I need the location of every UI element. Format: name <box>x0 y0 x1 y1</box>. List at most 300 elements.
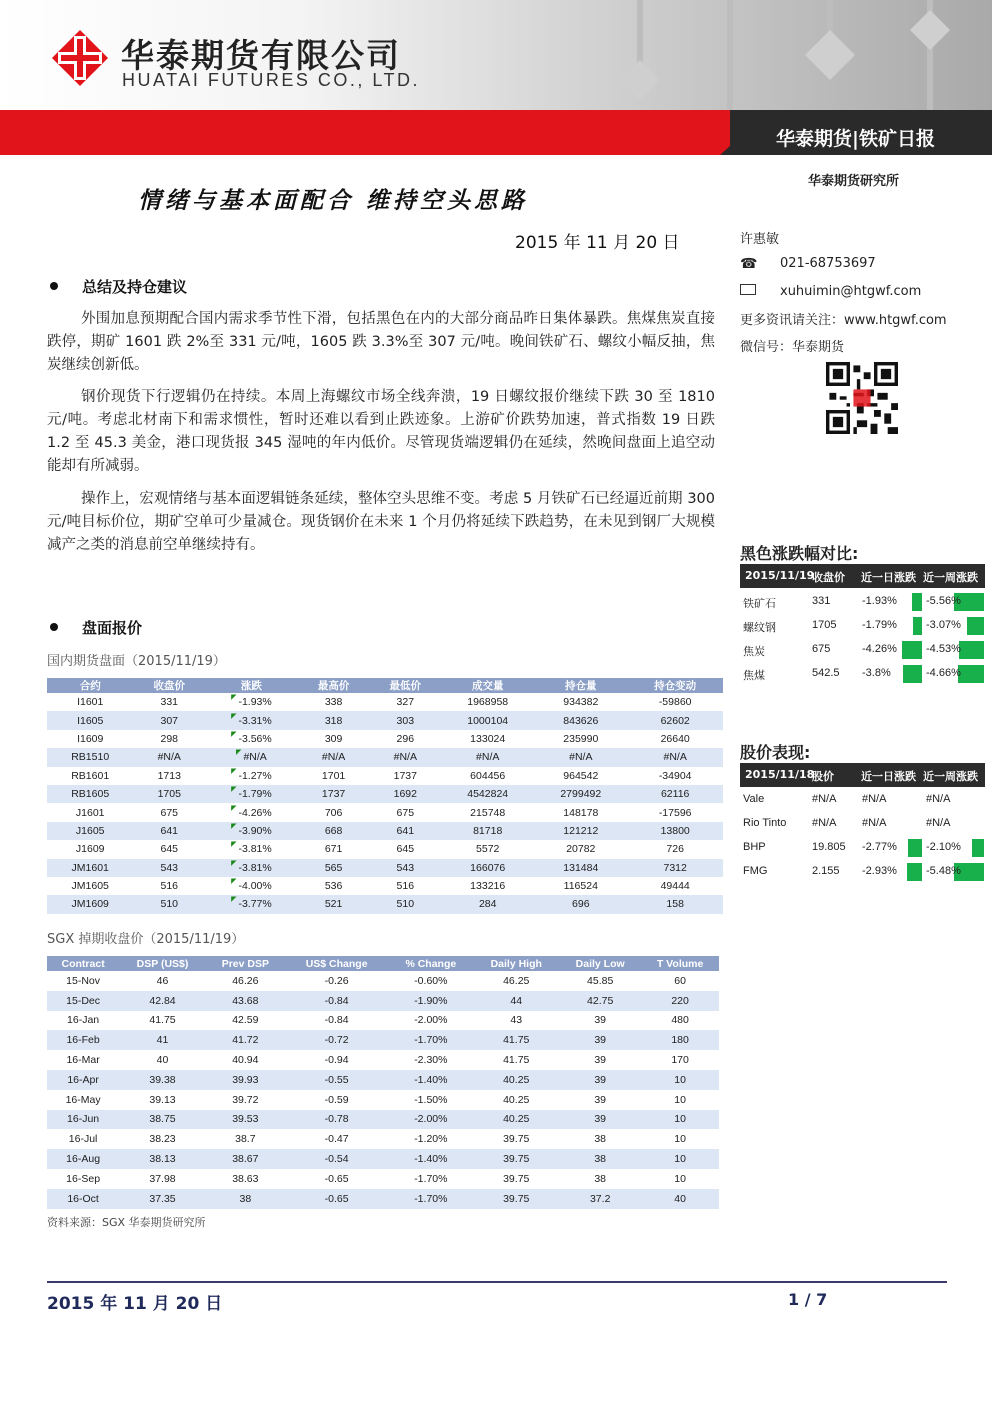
section-bullet <box>50 282 58 290</box>
table-cell: -2.30% <box>414 1054 448 1067</box>
table-cell <box>369 693 441 711</box>
cell-value: -4.00% <box>238 880 272 893</box>
table-cell: -2.00% <box>388 1110 473 1130</box>
qr-code-icon <box>826 362 898 434</box>
sgx-swap-table <box>47 956 719 1209</box>
cell-value: 4542824 <box>467 788 509 801</box>
table-row <box>47 748 723 766</box>
header-decoration <box>600 0 992 110</box>
cell-value: 1737 <box>393 769 417 782</box>
table-cell: 39.75 <box>503 1172 530 1185</box>
table-cell: 38.13 <box>119 1149 206 1169</box>
table-cell <box>205 748 298 766</box>
table-cell <box>298 748 370 766</box>
table-cell: -0.65 <box>285 1189 388 1209</box>
cell-value: 675 <box>160 806 179 819</box>
week-change-bar <box>959 641 984 659</box>
side-cell: -2.93% <box>862 865 897 877</box>
table-cell: 38 <box>559 1149 641 1169</box>
table-cell: 39.75 <box>473 1189 559 1209</box>
report-date: 2015 年 11 月 20 日 <box>515 233 680 253</box>
table-cell <box>534 895 627 913</box>
cell-value: RB1510 <box>71 751 110 764</box>
side-cell: -5.56% <box>926 595 961 607</box>
table-row <box>47 693 723 711</box>
cell-value: 543 <box>160 861 179 874</box>
column-header: 持仓量 <box>534 678 627 693</box>
table-cell <box>205 803 298 821</box>
author-email[interactable]: xuhuimin@htgwf.com <box>780 284 922 299</box>
table-cell: 16-Jul <box>68 1133 98 1146</box>
table-cell <box>369 803 441 821</box>
report-title: 情绪与基本面配合 维持空头思路 <box>138 187 529 214</box>
flag-icon: ◤ <box>231 786 237 794</box>
cell-value: J1605 <box>75 824 105 837</box>
table-row <box>47 767 723 785</box>
column-header: % Change <box>388 956 473 971</box>
cell-value: 62602 <box>660 714 690 727</box>
table-cell: 16-Sep <box>66 1172 101 1185</box>
table-cell <box>47 859 133 877</box>
table-cell <box>534 748 627 766</box>
footer-divider <box>47 1281 947 1283</box>
cell-value: J1601 <box>75 806 105 819</box>
column-header: Daily High <box>473 956 559 971</box>
cell-value: 13800 <box>660 824 690 837</box>
flag-icon: ◤ <box>231 712 237 720</box>
table-row <box>47 785 723 803</box>
side-cell: -2.10% <box>926 841 961 853</box>
table-cell <box>298 693 370 711</box>
table-cell: 16-Jan <box>67 1014 100 1027</box>
table-cell: 38.67 <box>206 1149 285 1169</box>
cell-value: 1737 <box>321 788 346 801</box>
table-cell <box>133 859 205 877</box>
table-cell: -0.59 <box>324 1093 349 1106</box>
table-cell <box>534 693 627 711</box>
cell-value: 296 <box>396 732 415 745</box>
table-cell: 220 <box>641 991 719 1011</box>
cell-value: -4.26% <box>238 806 272 819</box>
table-cell: -1.40% <box>388 1149 473 1169</box>
table-row <box>47 1129 719 1149</box>
table-cell <box>369 767 441 785</box>
table-cell <box>205 877 298 895</box>
flag-icon: ◤ <box>231 730 237 738</box>
table-cell: 10 <box>641 1070 719 1090</box>
table-row <box>47 1090 719 1110</box>
footer-date: 2015 年 11 月 20 日 <box>47 1294 223 1314</box>
cell-value: 331 <box>160 696 179 709</box>
table-cell <box>369 748 441 766</box>
cell-value: #N/A <box>476 751 500 764</box>
stock-perf-heading: 股价表现: <box>740 743 811 762</box>
side-cell: #N/A <box>812 793 837 805</box>
table-cell <box>205 711 298 729</box>
cell-value: 1705 <box>157 788 181 801</box>
table-cell <box>534 803 627 821</box>
side-cell: 542.5 <box>812 667 840 679</box>
header-cell: 近一周涨跌 <box>923 571 978 584</box>
table-cell <box>205 822 298 840</box>
table-cell: 39.75 <box>503 1133 530 1146</box>
cell-value: I1605 <box>77 714 104 727</box>
table-cell: 38.75 <box>119 1110 206 1130</box>
table-cell <box>298 711 370 729</box>
table-cell: 16-Aug <box>47 1149 119 1169</box>
side-cell: FMG <box>743 865 768 877</box>
table-cell: 45.85 <box>587 974 614 987</box>
table-cell <box>441 748 534 766</box>
table-cell <box>534 730 627 748</box>
table-cell: -0.55 <box>285 1070 388 1090</box>
cell-value: 49444 <box>660 880 690 893</box>
table-cell: 60 <box>674 974 686 987</box>
column-header: Contract <box>47 956 119 971</box>
summary-heading: 总结及持仓建议 <box>82 278 188 296</box>
cell-value: -3.81% <box>238 861 272 874</box>
cell-value: 604456 <box>470 769 506 782</box>
side-cell: 焦炭 <box>743 646 765 658</box>
cell-value: 726 <box>666 843 684 856</box>
table-cell: 40 <box>156 1054 169 1067</box>
side-cell: -3.07% <box>926 619 961 631</box>
column-header: 最低价 <box>369 678 441 693</box>
table-cell <box>133 767 205 785</box>
table-cell <box>441 803 534 821</box>
institute-name: 华泰期货研究所 <box>808 174 900 189</box>
table-cell: 16-Oct <box>47 1189 119 1209</box>
table-cell: 42.75 <box>559 991 641 1011</box>
table-cell: 46.26 <box>232 974 259 987</box>
table-cell <box>627 730 723 748</box>
table-row <box>47 1070 719 1090</box>
column-header: 持仓变动 <box>627 678 723 693</box>
header-cell: 2015/11/18 <box>745 768 815 781</box>
side-table-row <box>740 812 985 836</box>
table-cell <box>298 859 370 877</box>
flag-icon: ◤ <box>231 694 237 702</box>
table-cell <box>47 711 133 729</box>
side-cell: -4.26% <box>862 643 897 655</box>
table-cell: -1.90% <box>388 991 473 1011</box>
table-cell <box>369 785 441 803</box>
table-row <box>47 971 719 991</box>
table-cell: -1.70% <box>388 1189 473 1209</box>
company-name-cn: 华泰期货有限公司 <box>121 36 401 75</box>
side-cell: #N/A <box>862 793 887 805</box>
table-cell: 10 <box>674 1133 686 1146</box>
cell-value: 116524 <box>563 880 598 893</box>
table-cell: 39.75 <box>473 1149 559 1169</box>
table-cell: 41 <box>119 1030 206 1050</box>
table-cell: 180 <box>641 1030 719 1050</box>
table-cell: -0.94 <box>324 1054 349 1067</box>
table-cell: -1.70% <box>388 1030 473 1050</box>
cell-value: 20782 <box>566 843 596 856</box>
side-cell: -2.77% <box>862 841 897 853</box>
cell-value: 843626 <box>563 714 599 727</box>
summary-paragraph: 外围加息预期配合国内需求季节性下滑，包括黑色在内的大部分商品昨日集体暴跌。焦煤焦炭直接跌停，期矿 1601 跌 2%至 331 元/吨，1605 跌 3.3%至 307 元/吨。晚间铁矿石、螺纹小幅反抽，焦炭继续创新低。 <box>47 311 715 373</box>
cell-value: #N/A <box>569 751 593 764</box>
table-cell <box>534 767 627 785</box>
cell-value: 645 <box>160 843 179 856</box>
cell-value: -3.31% <box>238 714 272 727</box>
table-cell: -0.47 <box>324 1133 349 1146</box>
table-row <box>47 895 723 913</box>
column-header: 涨跌 <box>205 678 298 693</box>
table-cell: -1.20% <box>414 1133 448 1146</box>
table-cell: 39 <box>559 1070 641 1090</box>
column-header: 成交量 <box>441 678 534 693</box>
cell-value: RB1601 <box>71 769 110 782</box>
table-cell: -0.84 <box>285 991 388 1011</box>
side-cell: 螺纹钢 <box>743 622 776 634</box>
cell-value: -34904 <box>658 769 692 782</box>
table-cell <box>369 877 441 895</box>
table-cell: 39 <box>594 1093 607 1106</box>
cell-value: 1000104 <box>467 714 509 727</box>
table-cell <box>627 895 723 913</box>
table-cell: 39 <box>559 1030 641 1050</box>
table-row <box>47 711 723 729</box>
table-cell <box>441 877 534 895</box>
day-change-bar <box>907 863 922 881</box>
table-row <box>47 803 723 821</box>
side-table-row <box>740 638 985 662</box>
side-cell: #N/A <box>926 817 951 829</box>
side-table-row <box>740 590 985 614</box>
cell-value: 215748 <box>470 806 506 819</box>
more-info-link[interactable]: 更多资讯请关注：www.htgwf.com <box>740 313 947 328</box>
table-cell <box>133 730 205 748</box>
company-logo <box>52 30 108 86</box>
table-cell: 37.35 <box>119 1189 206 1209</box>
table-cell <box>133 822 205 840</box>
week-change-bar <box>967 617 984 635</box>
table-cell <box>534 711 627 729</box>
table-row <box>47 877 723 895</box>
side-cell: -5.48% <box>926 865 961 877</box>
table-cell <box>369 859 441 877</box>
flag-icon: ◤ <box>236 749 242 757</box>
author-phone: 021-68753697 <box>780 256 876 271</box>
side-cell: #N/A <box>812 817 837 829</box>
header-cell: 收盘价 <box>812 571 845 584</box>
cell-value: -1.27% <box>238 769 272 782</box>
table-cell: 16-Apr <box>47 1070 119 1090</box>
table-cell: -0.78 <box>285 1110 388 1130</box>
table-cell <box>298 730 370 748</box>
table-cell: -0.72 <box>285 1030 388 1050</box>
cell-value: 521 <box>324 898 343 911</box>
cell-value: 7312 <box>663 861 687 874</box>
side-table-row <box>740 614 985 638</box>
side-cell: 2.155 <box>812 865 840 877</box>
table-cell: 16-May <box>65 1093 101 1106</box>
cell-value: 338 <box>324 696 343 709</box>
table-cell <box>441 895 534 913</box>
table-cell: 16-Feb <box>47 1030 119 1050</box>
table-cell: 37.98 <box>149 1172 176 1185</box>
table-cell: 40.25 <box>473 1070 559 1090</box>
table-cell <box>441 767 534 785</box>
black-compare-header <box>740 564 985 588</box>
table-cell <box>627 748 723 766</box>
side-cell: 19.805 <box>812 841 846 853</box>
day-change-bar <box>903 665 922 683</box>
cell-value: I1609 <box>77 732 104 745</box>
table-cell <box>627 711 723 729</box>
side-table-row <box>740 788 985 812</box>
table-cell <box>298 767 370 785</box>
cell-value: #N/A <box>157 751 181 764</box>
column-header: Daily Low <box>559 956 641 971</box>
table-cell: 10 <box>674 1172 686 1185</box>
report-header <box>0 0 992 155</box>
table-cell <box>441 730 534 748</box>
table-cell: -0.26 <box>324 974 349 987</box>
table-cell <box>133 803 205 821</box>
side-cell: 焦煤 <box>743 670 765 682</box>
cell-value: 516 <box>396 880 415 893</box>
header-cell: 2015/11/19 <box>745 569 815 582</box>
side-table-row <box>740 662 985 686</box>
table-cell: 39.38 <box>119 1070 206 1090</box>
table-cell <box>441 693 534 711</box>
header-cell: 近一周涨跌 <box>923 770 978 783</box>
table-cell <box>298 877 370 895</box>
author-name: 许惠敏 <box>740 232 780 247</box>
cell-value: 671 <box>324 843 343 856</box>
table-cell <box>47 748 133 766</box>
cell-value: 510 <box>160 898 179 911</box>
cell-value: 1968958 <box>467 696 509 709</box>
brand-red-bar <box>0 110 770 155</box>
table-cell: 42.59 <box>232 1014 259 1027</box>
table-cell: 38.63 <box>232 1172 259 1185</box>
side-cell: #N/A <box>862 817 887 829</box>
table-cell <box>627 767 723 785</box>
table-cell <box>133 711 205 729</box>
table-cell <box>47 693 133 711</box>
day-change-bar <box>908 839 922 857</box>
stock-perf-header <box>740 763 985 787</box>
side-cell: -3.8% <box>862 667 891 679</box>
flag-icon: ◤ <box>231 878 237 886</box>
section-bullet <box>50 623 58 631</box>
table-cell <box>627 803 723 821</box>
cell-value: 133216 <box>470 880 506 893</box>
header-cell: 近一日涨跌 <box>861 770 916 783</box>
side-cell: 铁矿石 <box>743 598 776 610</box>
table-row <box>47 859 723 877</box>
table-cell: 43 <box>510 1014 523 1027</box>
mail-icon <box>740 284 756 295</box>
side-cell: BHP <box>743 841 766 853</box>
column-header: DSP (US$) <box>119 956 206 971</box>
table-cell: 38.23 <box>149 1133 176 1146</box>
table-cell: 10 <box>641 1149 719 1169</box>
cell-value: 309 <box>324 732 343 745</box>
table-cell: 480 <box>671 1014 689 1027</box>
table-cell <box>205 840 298 858</box>
flag-icon: ◤ <box>231 804 237 812</box>
table-row <box>47 1110 719 1130</box>
table-cell: 39.72 <box>232 1093 259 1106</box>
side-cell: 1705 <box>812 619 837 631</box>
table-cell <box>133 840 205 858</box>
table-cell: 40.94 <box>232 1054 259 1067</box>
cell-value: RB1605 <box>71 788 110 801</box>
table-cell: 41.72 <box>206 1030 285 1050</box>
table-cell <box>47 767 133 785</box>
table-cell: -0.60% <box>414 974 448 987</box>
cell-value: 62116 <box>660 788 690 801</box>
cell-value: 536 <box>324 880 343 893</box>
cell-value: 1701 <box>321 769 346 782</box>
column-header: 合约 <box>47 678 133 693</box>
wechat-id: 微信号：华泰期货 <box>740 340 845 355</box>
table-cell <box>205 895 298 913</box>
table-cell: 41.75 <box>503 1054 530 1067</box>
side-cell: Rio Tinto <box>743 817 787 829</box>
cell-value: 303 <box>396 714 415 727</box>
cell-value: #N/A <box>393 751 417 764</box>
table-cell: 41.75 <box>149 1014 176 1027</box>
cell-value: 235990 <box>563 732 599 745</box>
cell-value: JM1609 <box>71 898 109 911</box>
cell-value: 26640 <box>660 732 690 745</box>
cell-value: 1713 <box>157 769 181 782</box>
table-cell <box>205 859 298 877</box>
table-cell <box>627 785 723 803</box>
table-cell: 170 <box>671 1054 689 1067</box>
domestic-table-caption: 国内期货盘面（2015/11/19） <box>47 654 226 669</box>
cell-value: -3.77% <box>238 898 272 911</box>
table-cell <box>441 859 534 877</box>
table-cell <box>441 785 534 803</box>
cell-value: 516 <box>160 880 179 893</box>
table-cell: 16-Jun <box>47 1110 119 1130</box>
table-cell <box>627 877 723 895</box>
table-cell: 10 <box>641 1110 719 1130</box>
table-cell: 38.7 <box>235 1133 256 1146</box>
company-name-en: HUATAI FUTURES CO., LTD. <box>122 70 421 90</box>
table-row <box>47 1149 719 1169</box>
cell-value: -1.79% <box>238 788 272 801</box>
table-cell <box>534 877 627 895</box>
table-cell: 15-Dec <box>47 991 119 1011</box>
cell-value: 675 <box>396 806 415 819</box>
flag-icon: ◤ <box>231 859 237 867</box>
cell-value: 133024 <box>470 732 506 745</box>
cell-value: 318 <box>324 714 343 727</box>
side-cell: -1.79% <box>862 619 897 631</box>
table-cell: 46.25 <box>503 974 530 987</box>
table-cell <box>534 822 627 840</box>
cell-value: 668 <box>324 824 343 837</box>
table-cell: -0.54 <box>285 1149 388 1169</box>
table-cell: 16-Mar <box>66 1054 100 1067</box>
header-cell: 股价 <box>812 770 834 783</box>
side-cell: 675 <box>812 643 831 655</box>
flag-icon: ◤ <box>231 841 237 849</box>
table-cell: 38 <box>206 1189 285 1209</box>
table-cell <box>298 840 370 858</box>
table-cell <box>627 693 723 711</box>
column-header: 收盘价 <box>133 678 205 693</box>
